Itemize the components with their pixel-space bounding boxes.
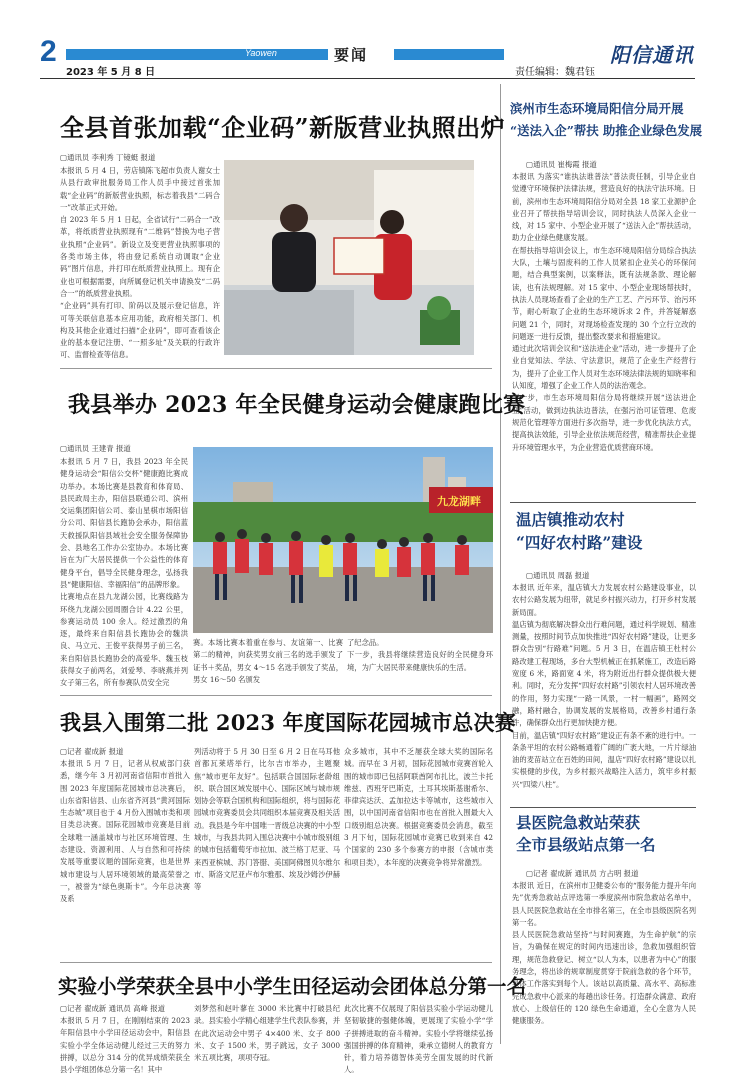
right-2-p3: 目前，温店镇“四好农村路”建设正有条不紊的进行中。一条条平坦的农村公路畅通着广阔的广袤大地，一片片绿油油的麦苗站立在百姓的田间，温店“四好农村路”建设以扎实根健的步伐，为乡村振兴战略注入活力，筑牢乡村振兴“四梁八柱”。 [512,730,696,789]
article-3-col2: 列活动将于 5 月 30 日至 6 月 2 日在马耳他首都瓦莱塔举行，比尔吉市举办，主题聚焦“城市更年友好”。包括联合国国际老龄组织、联合国区域发展中心、国际区域与城市规划协会等联合国机构和国际组织，将与国际花园城市竞赛委员会共同组织本届竞赛及相关活动。我县是今年中国唯一晋级总决赛的中小型城市，与我县共同入围总决赛中小城市级别组的城市包括葡萄牙市拉加、波兰格丁尼亚、马来西亚槟城、苏门答腊、美国阿佛图贝尔维尔市、斯洛文尼亚卢布尔雅那、埃及沙姆沙伊赫等 [194,747,340,892]
article-3-top-rule [60,695,492,696]
right-2-p1: 本报讯 近年来，温店镇大力发展农村公路建设事业，以农村公路发展为纽带，就足乡村振兴动力，打开乡村发展新局面。 [512,583,696,617]
right-3-byline: ▢记者 翟成新 通讯员 方占明 报道 [526,869,639,878]
right-2-headline-line1: 温店镇推动农村 [516,510,625,529]
article-1-body [60,165,220,365]
right-3-headline-line2: 全市县级站点第一名 [516,835,656,854]
section-pinyin: Yaowen [245,48,277,58]
right-3-headline-line1: 县医院急救站荣获 [516,813,641,832]
editor-credit: 责任编辑：魏君钰 [515,67,595,78]
article-4-top-rule [60,962,492,963]
right-3-top-rule [510,807,696,808]
running-race-photo [193,447,493,633]
article-2-body-col3 [347,637,493,689]
right-1-p4: 下一步，市生态环境局阳信分局将继续开展“送法进企业”活动，做到边执法边普法，在强污治可证管理、危废规范化管理等方面进行多次指导，进一步优化执法方式，提高执法效能，引导企业依法规范经营，精准帮扶企业提升环境管理水平，为企业营造优质营商环境。 [512,393,696,452]
article-2-body-col2: 赛。本场比赛本着重在参与、友谊第一、比赛第二的精神，向获奖男女前三名的选手颁发了证书＋奖品，男女 4～15 名选手颁发了奖品，男女 16～50 名颁发 [193,638,343,684]
right-1-p2: 在帮扶指导培训会议上，市生态环境局阳信分局综合执法大队，土壤与固废科的工作人员紧扣企业关心的环保问题，结合典型案例，以案释法，既有法规条款、理论解读，也有法规理解。对 15 家中、小型企业现场帮扶时，执法人员现场查看了企业的生产工艺、产污环节、治污环节，耐心听取了企业的生态环境诉求 2 件，并答疑解惑问题 21 个，同时，对现场检查发现的 30 个立行立改的问题逐一进行反馈，提出整改要求和措施建议。 [512,245,696,341]
right-1-headline-line2: “送法入企”帮扶 助推企业绿色发展 [510,123,703,138]
article-1-headline: 全县首张加载“企业码”新版营业执照出炉 [60,113,506,142]
right-1-p1: 本报讯 为落实“谁执法谁普法”普法责任制，引导企业自觉遵守环境保护法律法规，营造良好的执法守法环境。日前，滨州市生态环境局阳信分局对全县 18 家工业源护企业召开了帮扶指导培训会议，同时执法人员深入企业一线，对 15 家中、小型企业开展了“送法入企”帮扶活动，助力企业绿色健康发展。 [512,172,696,243]
article-4-headline: 实验小学荣获全县中小学生田径运动会团体总分第一名 [58,975,527,998]
header-divider [40,78,695,79]
right-1-headline-line1: 滨州市生态环境局阳信分局开展 [510,101,684,116]
article-2-body-col1 [60,456,188,688]
article-4-byline: ▢记者 翟成新 通讯员 高峰 报道 [60,1004,166,1013]
article-2-top-rule [60,368,492,369]
article-1-byline: ▢通讯员 李利秀 丁镜蜓 报道 [60,153,156,162]
header-bar-right [394,49,504,60]
right-3-body [512,880,696,1046]
article-2-photo [193,447,493,633]
article-2-headline: 我县举办 2023 年全民健身运动会健康跑比赛 [68,392,526,418]
article-4-col2: 刘梦然和赵叶蓼在 3000 米比赛中打破县纪录。县实验小学精心组建学生代表队参赛，并在此次运动会中男子 4×400 米、女子 800 米、女子 1500 米，男子跳远，女子 3000 米五项比赛，项项夺冠。 [194,1004,340,1063]
article-2-p5: 下一步，我县将继续营造良好的全民健身环境，为广大居民带来健康快乐的生活。 [347,650,493,672]
article-3-col1: 本报讯 5 月 7 日，记者从权威部门获悉，继今年 3 月初河南省信阳市首批入围 2023 年度国际花园城市总决赛后，山东省阳信县、山东省齐河县“黄河国际生态城”项目也于 4 月份入围城市类和项目类总决赛。国际花园城市竞赛是目前全球唯一涵盖城市与社区环境管理、生态建设、资源利用、人与自然和可持续发展等重要议题的国际竞赛，也是世界城市建设与人居环境领域的最高荣誉之一，被誉为“绿色奥斯卡”。今年总决赛及系 [60,759,190,904]
race-banner-text: 九龙湖畔 [437,495,481,508]
license-handover-photo [224,160,474,355]
article-3-col3: 众多城市，其中不乏屡获全球大奖的国际名城。而早在 3 月初，国际花园城市竞赛首轮入围的城市即已包括阿联酋阿布扎比，波兰卡托维兹、西班牙巴斯克，土耳其埃斯基谢希尔、菲律宾达沃、孟加拉达卡等城市，这些城市入围，以中国河南省信阳市也在首批入围最大入口级别组总决赛。根据竞赛委员会消息，截至 3 月下旬，国际花园城市竞赛已收到来自 42 个国家的 230 多个参赛方的申报（含城市类和项目类），本年度的决赛竞争将异常激烈。 [344,747,493,867]
right-2-byline: ▢通讯员 周磊 报道 [526,571,590,580]
article-1-p1: 本报讯 5 月 4 日，劳店镇陈飞超市负责人谢女士从县行政审批服务局工作人员手中接过首张加载“企业码”的新版营业执照，标志着我县“二码合一”改革正式开始。 [60,166,220,212]
article-1-p2: 自 2023 年 5 月 1 日起，全省试行“二码合一”改革，将纸质营业执照现有“二维码”替换为电子营业执照“企业码”。新设立及变更营业执照事项的各类市场主体，将由登记系统自动调取“企业码”图片信息，并打印在纸质营业执照上。现有企业也可根据需要，向所属登记机关申请换发“二码合一”的纸质营业执照。 [60,215,220,298]
masthead-logo: 阳信通讯 [610,43,694,67]
article-2-byline: ▢通讯员 王建青 报道 [60,444,131,453]
article-4-col1: 本报讯 5 月 7 日，在刚刚结束的 2023 年阳信县中小学田径运动会中，阳信县实验小学全体运动健儿经过三天的努力拼搏，以总分 314 分的优异成绩荣获全县小学组团体总分第一名！其中 [60,1016,190,1075]
right-3-p2: 县人民医院急救站坚持“与时间赛跑，为生命护航”的宗旨，为确保在规定的时间内迅速出诊，急救加强组织管理，规范急救登记、树立“以人为本，以患者为中心”的服务理念，将出诊的规章制度贯穿于院前急救的各个环节，具体工作落实到每个人。该站以高质量、高水平、高标准完成急救中心派来的每趟出诊任务。打造群众满意、政府放心、上级信任的 120 绿色生命通道，全心全意为人民健康服务。 [512,930,696,1026]
issue-date: 2023 年 5 月 8 日 [66,67,156,78]
article-2-p4: 了纪念品。 [347,638,384,647]
page-number: 2 [40,35,57,68]
column-divider [500,84,501,1044]
right-1-p3: 通过此次培训会议和“送法进企业”活动，进一步提升了企业自觉知法、学法、守法意识，规范了企业生产经营行为，提升了企业工作人员对生态环境法律法规的知晓率和认知度，增强了企业工作人员的法治观念。 [512,344,696,391]
article-3-headline: 我县入围第二批 2023 年度国际花园城市总决赛 [60,710,516,735]
article-3-byline: ▢记者 翟成新 报道 [60,747,124,756]
article-4-col3: 此次比赛不仅展现了阳信县实验小学运动健儿坚韧敏捷的强健体魄，更展现了实验小学“学子拼搏进取的奋斗精神。实验小学将继续弘扬强国拼搏的体育精神，秉承立德树人的教育方针，着力培养德智体美劳全面发展的时代新人。 [344,1004,493,1075]
article-2-p2: 比赛地点在县九龙湖公园，比赛线路为环绕九龙湖公园周圈合计 4.22 公里，参赛运动员 100 余人。经过激烈的角逐，最终来自阳信县长跑协会的魏洪良、马立元、王俊平获得男子前三名，来自阳信县长跑协会的高爱华、魏玉枝获得女子前两名，刘爱琴、李晓燕并列女子第三名，所有参赛队员安全完 [60,592,188,688]
right-2-top-rule [510,502,696,503]
right-2-headline-line2: “四好农村路”建设 [516,533,643,552]
right-1-byline: ▢通讯员 崔梅霞 报道 [526,160,597,169]
header-bar-left [66,49,328,60]
right-2-body [512,582,696,804]
article-1-photo [224,160,474,355]
article-2-p1: 本报讯 5 月 7 日，我县 2023 年全民健身运动会“阳信公交杯”健康跑比赛成功举办。本场比赛是县教育和体育局、县民政局主办，阳信县联通公司、滨州交运集团阳信公司、泰山星棋市场阳信分公司、阳信县长跑协会承办，阳信蓝天救援队阳信县域社会安全服务保障协会、县地名工作办公室协办。本场比赛旨在为广大居民提供一个公益性的体育健身平台，倡导全民健身理念，弘扬我县“健康阳信、幸福阳信”的品牌形象。 [60,457,188,589]
right-1-body [512,171,696,499]
right-3-p1: 本报讯 近日，在滨州市卫健委公布的“服务能力提升年向先”优秀急救站点评选第一季度滨州市院急救站名单中，县人民医院急救站在全市排名第三，在全市县级医院名列第一名。 [512,881,696,927]
right-2-p2: 温店镇为彻底解决群众出行难问题，通过科学规划、精准测量，按照时间节点加快推进“四好农村路”建设，让更多群众告别“行路难”问题。5 月 3 日，在温店镇王杜村公路改建工程现场，多台大型机械正在抓紧施工，改造后路宽度 6 米，路面宽 4 米，将为附近出行群众提供极大便利。同时，充分发挥“四好农村路”引领农村人居环境改善的作用，努力实现“一路一风景，一村一幅画”，路网交融，路村融合，协调发展的发展格局，改善乡村通行条件，确保群众出行更加快捷方便。 [512,619,696,728]
article-1-p3: “企业码”具有打印、阶码以及展示登记信息，许可等关联信息基本应用功能，政府相关部门、机构及其他企业通过扫描“企业码”，即可查看该企业的基本登记注册、“一照多址”及关联的行政许可、监督检查等信息。 [60,301,220,360]
section-title: 要闻 [334,46,369,64]
